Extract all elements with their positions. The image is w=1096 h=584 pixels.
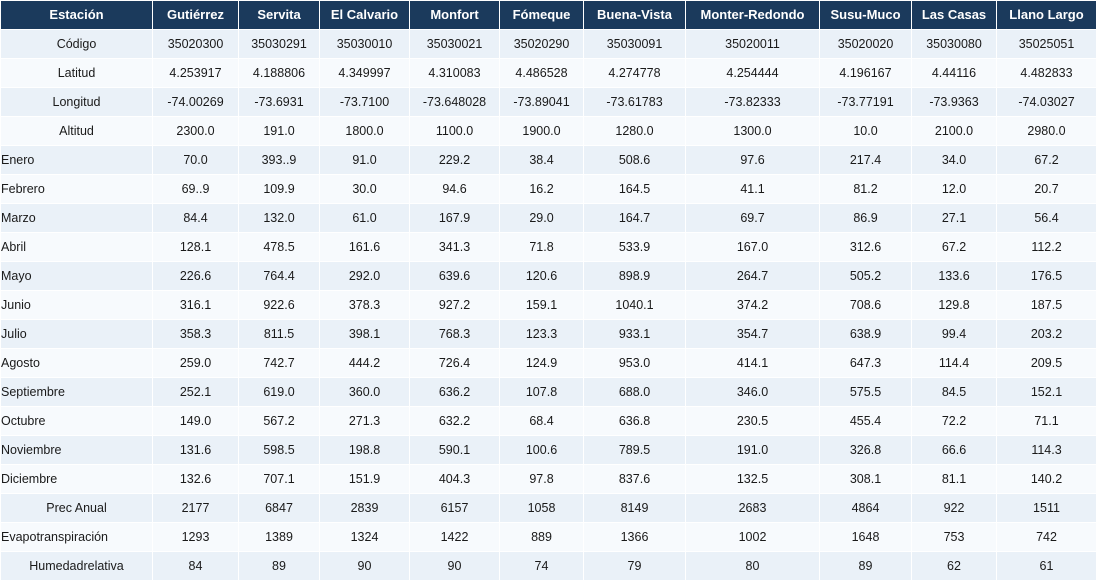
- table-cell: 124.9: [500, 349, 584, 378]
- table-row: [1, 291, 1096, 320]
- table-cell: -73.648028: [410, 88, 500, 117]
- row-label: Mayo: [1, 262, 153, 291]
- table-cell: 575.5: [820, 378, 912, 407]
- table-cell: 708.6: [820, 291, 912, 320]
- table-cell: 1300.0: [686, 117, 820, 146]
- table-row: [1, 233, 1096, 262]
- table-cell: 230.5: [686, 407, 820, 436]
- row-label: Agosto: [1, 349, 153, 378]
- table-cell: 393..9: [239, 146, 320, 175]
- table-cell: 742.7: [239, 349, 320, 378]
- table-cell: 41.1: [686, 175, 820, 204]
- table-cell: 1293: [153, 523, 239, 552]
- table-cell: 123.3: [500, 320, 584, 349]
- table-cell: 20.7: [997, 175, 1096, 204]
- table-cell: 316.1: [153, 291, 239, 320]
- table-cell: 1800.0: [320, 117, 410, 146]
- table-cell: 4.349997: [320, 59, 410, 88]
- table-cell: 164.5: [584, 175, 686, 204]
- table-cell: 198.8: [320, 436, 410, 465]
- table-cell: 889: [500, 523, 584, 552]
- table-cell: 66.6: [912, 436, 997, 465]
- table-cell: 636.8: [584, 407, 686, 436]
- table-cell: 4.482833: [997, 59, 1096, 88]
- table-cell: 1280.0: [584, 117, 686, 146]
- table-cell: 922: [912, 494, 997, 523]
- table-cell: 132.0: [239, 204, 320, 233]
- row-label: Junio: [1, 291, 153, 320]
- table-row: [1, 117, 1096, 146]
- table-cell: 35030021: [410, 30, 500, 59]
- table-cell: 86.9: [820, 204, 912, 233]
- table-cell: 69.7: [686, 204, 820, 233]
- table-row: [1, 320, 1096, 349]
- table-cell: 354.7: [686, 320, 820, 349]
- table-cell: 84: [153, 552, 239, 581]
- table-cell: 1900.0: [500, 117, 584, 146]
- table-cell: 742: [997, 523, 1096, 552]
- table-cell: 35030080: [912, 30, 997, 59]
- table-row: [1, 59, 1096, 88]
- table-cell: -73.89041: [500, 88, 584, 117]
- table-cell: 94.6: [410, 175, 500, 204]
- column-header-station-7: Monter-Redondo: [686, 1, 820, 30]
- table-cell: 81.1: [912, 465, 997, 494]
- table-cell: 226.6: [153, 262, 239, 291]
- table-cell: 922.6: [239, 291, 320, 320]
- table-cell: 404.3: [410, 465, 500, 494]
- table-cell: -74.00269: [153, 88, 239, 117]
- row-label: Octubre: [1, 407, 153, 436]
- table-cell: 259.0: [153, 349, 239, 378]
- table-cell: 341.3: [410, 233, 500, 262]
- table-cell: 84.4: [153, 204, 239, 233]
- table-cell: 62: [912, 552, 997, 581]
- table-cell: 91.0: [320, 146, 410, 175]
- row-label: Abril: [1, 233, 153, 262]
- table-cell: 89: [820, 552, 912, 581]
- table-cell: 4.274778: [584, 59, 686, 88]
- table-cell: 358.3: [153, 320, 239, 349]
- table-cell: 505.2: [820, 262, 912, 291]
- table-row: [1, 349, 1096, 378]
- table-row: [1, 175, 1096, 204]
- table-cell: 326.8: [820, 436, 912, 465]
- table-cell: 753: [912, 523, 997, 552]
- table-cell: 35030010: [320, 30, 410, 59]
- table-cell: 164.7: [584, 204, 686, 233]
- table-cell: 346.0: [686, 378, 820, 407]
- table-cell: 639.6: [410, 262, 500, 291]
- row-label: Marzo: [1, 204, 153, 233]
- header-row: [1, 1, 1096, 30]
- table-cell: -73.7100: [320, 88, 410, 117]
- table-cell: 292.0: [320, 262, 410, 291]
- table-cell: 789.5: [584, 436, 686, 465]
- column-header-station-2: Servita: [239, 1, 320, 30]
- table-cell: 70.0: [153, 146, 239, 175]
- table-row: [1, 494, 1096, 523]
- table-cell: 12.0: [912, 175, 997, 204]
- row-label: Latitud: [1, 59, 153, 88]
- table-cell: 638.9: [820, 320, 912, 349]
- table-cell: 161.6: [320, 233, 410, 262]
- row-label: Diciembre: [1, 465, 153, 494]
- table-cell: 167.9: [410, 204, 500, 233]
- table-cell: 933.1: [584, 320, 686, 349]
- table-cell: 35030291: [239, 30, 320, 59]
- table-cell: 99.4: [912, 320, 997, 349]
- table-cell: 271.3: [320, 407, 410, 436]
- table-cell: 764.4: [239, 262, 320, 291]
- table-cell: 176.5: [997, 262, 1096, 291]
- table-body: [1, 30, 1096, 581]
- table-row: [1, 204, 1096, 233]
- table-cell: 191.0: [686, 436, 820, 465]
- column-header-station-6: Buena-Vista: [584, 1, 686, 30]
- table-cell: 4.44116: [912, 59, 997, 88]
- table-cell: 1002: [686, 523, 820, 552]
- table-row: [1, 465, 1096, 494]
- table-cell: 120.6: [500, 262, 584, 291]
- table-cell: 2980.0: [997, 117, 1096, 146]
- table-cell: 38.4: [500, 146, 584, 175]
- table-cell: 149.0: [153, 407, 239, 436]
- table-cell: 16.2: [500, 175, 584, 204]
- table-cell: 34.0: [912, 146, 997, 175]
- table-cell: 4.196167: [820, 59, 912, 88]
- table-row: [1, 523, 1096, 552]
- table-row: [1, 262, 1096, 291]
- table-header: [1, 1, 1096, 30]
- table-cell: 4864: [820, 494, 912, 523]
- table-cell: 132.6: [153, 465, 239, 494]
- table-row: [1, 436, 1096, 465]
- table-cell: 80: [686, 552, 820, 581]
- table-row: [1, 378, 1096, 407]
- row-label: Julio: [1, 320, 153, 349]
- table-cell: 688.0: [584, 378, 686, 407]
- table-cell: 4.188806: [239, 59, 320, 88]
- table-cell: 209.5: [997, 349, 1096, 378]
- row-label: Longitud: [1, 88, 153, 117]
- table-cell: 84.5: [912, 378, 997, 407]
- table-cell: 217.4: [820, 146, 912, 175]
- table-cell: 97.8: [500, 465, 584, 494]
- table-cell: 636.2: [410, 378, 500, 407]
- table-cell: 414.1: [686, 349, 820, 378]
- table-cell: 398.1: [320, 320, 410, 349]
- row-label: Prec Anual: [1, 494, 153, 523]
- table-cell: 1366: [584, 523, 686, 552]
- table-cell: -73.82333: [686, 88, 820, 117]
- table-cell: 1648: [820, 523, 912, 552]
- table-cell: 1058: [500, 494, 584, 523]
- table-cell: 27.1: [912, 204, 997, 233]
- table-cell: 726.4: [410, 349, 500, 378]
- column-header-station-10: Llano Largo: [997, 1, 1096, 30]
- table-cell: 140.2: [997, 465, 1096, 494]
- table-cell: 229.2: [410, 146, 500, 175]
- table-cell: 2177: [153, 494, 239, 523]
- table-cell: -73.61783: [584, 88, 686, 117]
- table-cell: 953.0: [584, 349, 686, 378]
- table-cell: 61: [997, 552, 1096, 581]
- table-cell: -73.77191: [820, 88, 912, 117]
- column-header-estacion: Estación: [1, 1, 153, 30]
- table-cell: 68.4: [500, 407, 584, 436]
- table-cell: 2839: [320, 494, 410, 523]
- table-row: [1, 88, 1096, 117]
- table-cell: 1422: [410, 523, 500, 552]
- table-cell: 79: [584, 552, 686, 581]
- column-header-station-3: El Calvario: [320, 1, 410, 30]
- table-cell: 4.310083: [410, 59, 500, 88]
- table-cell: 308.1: [820, 465, 912, 494]
- table-cell: 8149: [584, 494, 686, 523]
- table-cell: 35020011: [686, 30, 820, 59]
- table-cell: 151.9: [320, 465, 410, 494]
- table-cell: 29.0: [500, 204, 584, 233]
- table-cell: 35030091: [584, 30, 686, 59]
- row-label: Humedadrelativa: [1, 552, 153, 581]
- table-cell: 533.9: [584, 233, 686, 262]
- table-cell: 378.3: [320, 291, 410, 320]
- table-cell: 4.486528: [500, 59, 584, 88]
- table-cell: 71.1: [997, 407, 1096, 436]
- table-cell: 128.1: [153, 233, 239, 262]
- table-cell: -74.03027: [997, 88, 1096, 117]
- table-cell: 67.2: [912, 233, 997, 262]
- table-cell: 2300.0: [153, 117, 239, 146]
- table-cell: 707.1: [239, 465, 320, 494]
- table-cell: 768.3: [410, 320, 500, 349]
- table-cell: 2100.0: [912, 117, 997, 146]
- table-cell: 455.4: [820, 407, 912, 436]
- table-cell: 167.0: [686, 233, 820, 262]
- table-cell: 4.253917: [153, 59, 239, 88]
- table-cell: 35020020: [820, 30, 912, 59]
- table-cell: 97.6: [686, 146, 820, 175]
- table-cell: 478.5: [239, 233, 320, 262]
- column-header-station-8: Susu-Muco: [820, 1, 912, 30]
- table-cell: 114.3: [997, 436, 1096, 465]
- table-cell: 109.9: [239, 175, 320, 204]
- table-cell: 252.1: [153, 378, 239, 407]
- table-cell: 811.5: [239, 320, 320, 349]
- table-cell: 927.2: [410, 291, 500, 320]
- table-cell: 90: [410, 552, 500, 581]
- column-header-station-4: Monfort: [410, 1, 500, 30]
- table-cell: 72.2: [912, 407, 997, 436]
- table-cell: 619.0: [239, 378, 320, 407]
- table-cell: 129.8: [912, 291, 997, 320]
- table-cell: 6157: [410, 494, 500, 523]
- table-cell: 598.5: [239, 436, 320, 465]
- table-cell: 444.2: [320, 349, 410, 378]
- table-cell: 632.2: [410, 407, 500, 436]
- table-cell: 264.7: [686, 262, 820, 291]
- table-cell: 360.0: [320, 378, 410, 407]
- row-label: Altitud: [1, 117, 153, 146]
- table-cell: 107.8: [500, 378, 584, 407]
- table-cell: 1389: [239, 523, 320, 552]
- table-cell: 4.254444: [686, 59, 820, 88]
- table-cell: -73.6931: [239, 88, 320, 117]
- table-cell: 187.5: [997, 291, 1096, 320]
- table-cell: 203.2: [997, 320, 1096, 349]
- table-cell: 69..9: [153, 175, 239, 204]
- table-cell: 131.6: [153, 436, 239, 465]
- table-row: [1, 30, 1096, 59]
- table-row: [1, 146, 1096, 175]
- column-header-station-9: Las Casas: [912, 1, 997, 30]
- table-cell: 159.1: [500, 291, 584, 320]
- table-cell: 152.1: [997, 378, 1096, 407]
- table-cell: 508.6: [584, 146, 686, 175]
- table-cell: 10.0: [820, 117, 912, 146]
- table-cell: 374.2: [686, 291, 820, 320]
- table-cell: 81.2: [820, 175, 912, 204]
- table-cell: 61.0: [320, 204, 410, 233]
- table-cell: 56.4: [997, 204, 1096, 233]
- row-label: Noviembre: [1, 436, 153, 465]
- table-cell: -73.9363: [912, 88, 997, 117]
- table-cell: 590.1: [410, 436, 500, 465]
- table-cell: 35025051: [997, 30, 1096, 59]
- table-cell: 837.6: [584, 465, 686, 494]
- table-cell: 1324: [320, 523, 410, 552]
- table-cell: 67.2: [997, 146, 1096, 175]
- row-label: Código: [1, 30, 153, 59]
- table-cell: 30.0: [320, 175, 410, 204]
- table-row: [1, 407, 1096, 436]
- table-cell: 1040.1: [584, 291, 686, 320]
- table-cell: 74: [500, 552, 584, 581]
- table-cell: 114.4: [912, 349, 997, 378]
- table-cell: 6847: [239, 494, 320, 523]
- table-cell: 112.2: [997, 233, 1096, 262]
- row-label: Enero: [1, 146, 153, 175]
- table-cell: 133.6: [912, 262, 997, 291]
- table-cell: 132.5: [686, 465, 820, 494]
- table-cell: 2683: [686, 494, 820, 523]
- table-cell: 647.3: [820, 349, 912, 378]
- table-cell: 100.6: [500, 436, 584, 465]
- column-header-station-5: Fómeque: [500, 1, 584, 30]
- column-header-station-1: Gutiérrez: [153, 1, 239, 30]
- row-label: Febrero: [1, 175, 153, 204]
- table-cell: 71.8: [500, 233, 584, 262]
- row-label: Septiembre: [1, 378, 153, 407]
- table-cell: 90: [320, 552, 410, 581]
- table-cell: 1100.0: [410, 117, 500, 146]
- table-cell: 89: [239, 552, 320, 581]
- table-cell: 35020290: [500, 30, 584, 59]
- table-cell: 1511: [997, 494, 1096, 523]
- table-cell: 35020300: [153, 30, 239, 59]
- table-cell: 312.6: [820, 233, 912, 262]
- table-cell: 898.9: [584, 262, 686, 291]
- row-label: Evapotranspiración: [1, 523, 153, 552]
- table-cell: 567.2: [239, 407, 320, 436]
- table-cell: 191.0: [239, 117, 320, 146]
- table-row: [1, 552, 1096, 581]
